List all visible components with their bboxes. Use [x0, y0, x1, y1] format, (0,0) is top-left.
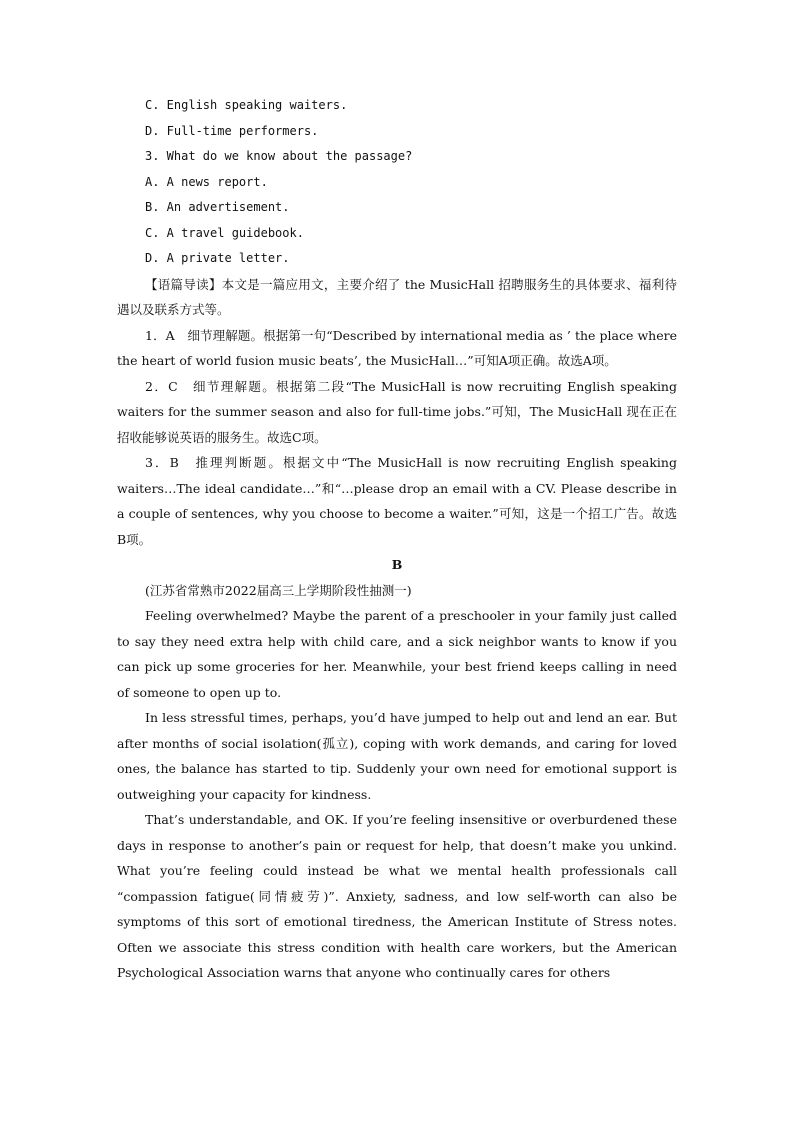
question-3-option-a: A. A news report.	[145, 174, 268, 189]
question-3-option-d: D. A private letter.	[145, 251, 290, 265]
question-3-option-b: B. An advertisement.	[145, 200, 290, 214]
answer-2: 2．C 细节理解题。根据第二段“The MusicHall is now recruiting English speaking waiters for the summer season and also for full-time jobs.”可知，The MusicHall 现在正在招收能够说英语的服务生。故选C项。	[117, 378, 677, 445]
question-3-option-c: C. A travel guidebook.	[145, 225, 304, 240]
option-d-q2: D. Full-time performers.	[145, 123, 319, 138]
passage-paragraph-3: That’s understandable, and OK. If you’re feeling insensitive or overburdened these days in response to another’s pain or request for help, that doesn’t make you unkind. What you’re feeling could instead be what we mental health professionals call “compassion fatigue(同情疲劳)”. Anxiety, sadness, and low self-worth can also be symptoms of this sort of emotional tiredness, the American Institute of Stress notes. Often we associate this stress condition with health care workers, but the American Psychological Association warns that anyone who continually cares for others	[117, 812, 677, 980]
answer-3: 3．B 推理判断题。根据文中“The MusicHall is now recruiting English speaking waiters…The ideal candidate…”和“…please drop an email with a CV. Please describe in a couple of sentences, why you choose to become a waiter.”可知，这是一个招工广告。故选B项。	[117, 455, 677, 547]
passage-guide: 【语篇导读】本文是一篇应用文，主要介绍了 the MusicHall 招聘服务生的具体要求、福利待遇以及联系方式等。	[117, 276, 677, 317]
answer-1: 1．A 细节理解题。根据第一句“Described by international media as ’ the place where the heart of world fusion music beats’, the MusicHall…”可知A项正确。故选A项。	[117, 327, 677, 368]
passage-paragraph-1: Feeling overwhelmed? Maybe the parent of a preschooler in your family just called to say they need extra help with child care, and a sick neighbor wants to know if you can pick up some groceries for her. Meanwhile, your best friend keeps calling in need of someone to open up to.	[117, 608, 677, 700]
section-b-heading: B	[391, 557, 403, 572]
section-b-source: (江苏省常熟市2022届高三上学期阶段性抽测一)	[145, 582, 412, 598]
question-3-stem: 3. What do we know about the passage?	[145, 149, 413, 163]
option-c-q2: C. English speaking waiters.	[145, 98, 348, 112]
passage-paragraph-2: In less stressful times, perhaps, you’d have jumped to help out and lend an ear. But after months of social isolation(孤立), coping with work demands, and caring for loved ones, the balance has started to tip. Suddenly your own need for emotional support is outweighing your capacity for kindness.	[117, 710, 677, 802]
document-body	[117, 93, 677, 986]
